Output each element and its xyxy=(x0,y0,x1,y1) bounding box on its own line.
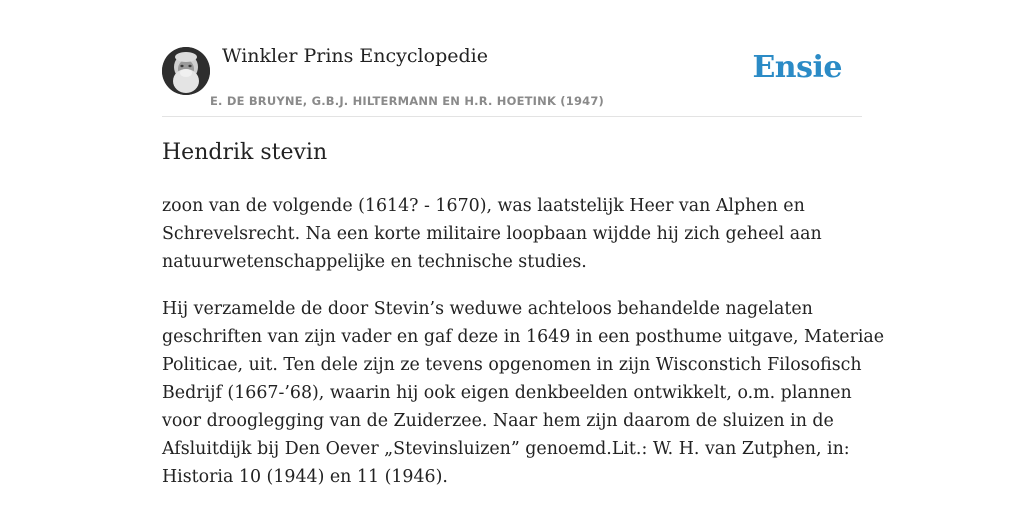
text-line: natuurwetenschappelijke en technische studies. xyxy=(162,252,587,272)
text-line: voor drooglegging van de Zuiderzee. Naar hem zijn daarom de sluizen in de xyxy=(162,411,834,431)
portrait-icon xyxy=(162,47,210,95)
text-line: geschriften van zijn vader en gaf deze in 1649 in een posthume uitgave, Materiae xyxy=(162,327,885,347)
text-line: Historia 10 (1944) en 11 (1946). xyxy=(162,467,448,487)
entry-title: Hendrik stevin xyxy=(162,140,328,165)
entry-paragraph-1 xyxy=(162,192,862,276)
entry-paragraph-2 xyxy=(162,295,885,491)
authors-line: E. DE BRUYNE, G.B.J. HILTERMANN EN H.R. HOETINK (1947) xyxy=(210,94,605,108)
text-line: zoon van de volgende (1614? - 1670), was laatstelijk Heer van Alphen en xyxy=(162,196,805,216)
text-line: Bedrijf (1667-’68), waarin hij ook eigen denkbeelden ontwikkelt, o.m. plannen xyxy=(162,383,852,403)
text-line: Hij verzamelde de door Stevin’s weduwe achteloos behandelde nagelaten xyxy=(162,299,813,319)
text-line: Politicae, uit. Ten dele zijn ze tevens opgenomen in zijn Wisconstich Filosofisch xyxy=(162,355,862,375)
brand-logo[interactable]: Ensie xyxy=(752,50,842,85)
header xyxy=(162,0,862,117)
encyclopedia-title[interactable]: Winkler Prins Encyclopedie xyxy=(222,45,488,67)
text-line: Afsluitdijk bij Den Oever „Stevinsluizen” genoemd.Lit.: W. H. van Zutphen, in: xyxy=(162,439,850,459)
text-line: Schrevelsrecht. Na een korte militaire loopbaan wijdde hij zich geheel aan xyxy=(162,224,822,244)
author-avatar[interactable] xyxy=(162,47,210,95)
